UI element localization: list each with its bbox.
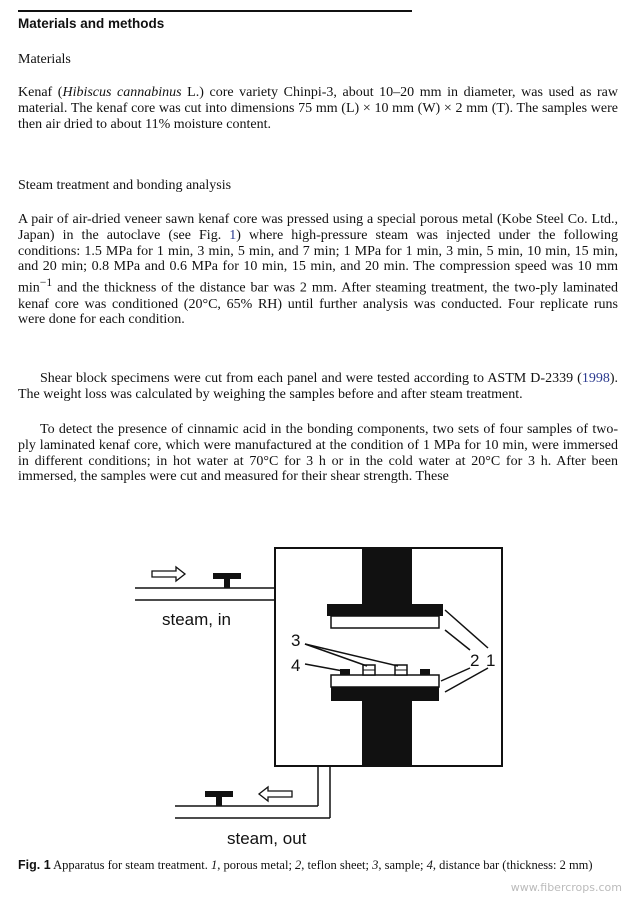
text-span: , porous metal; bbox=[217, 858, 296, 872]
apparatus-figure bbox=[0, 540, 640, 860]
callout-4: 4 bbox=[291, 656, 301, 675]
text-span: , teflon sheet; bbox=[301, 858, 373, 872]
text-span: Shear block specimens were cut from each panel and were tested according to ASTM D-2339 ( bbox=[40, 371, 582, 386]
arrow-right-icon bbox=[152, 567, 185, 581]
species-name: Hibiscus cannabinus bbox=[62, 85, 182, 100]
citation-link[interactable]: 1998 bbox=[581, 371, 610, 386]
watermark: www.fibercrops.com bbox=[510, 881, 622, 894]
materials-paragraph bbox=[18, 85, 618, 132]
caption-number: 4 bbox=[426, 858, 433, 872]
steam-paragraph-3 bbox=[18, 422, 618, 485]
text-span: ). The weight loss was calculated by weighing the samples before and after steam treatment. bbox=[18, 371, 618, 402]
steam-in-label: steam, in bbox=[162, 610, 231, 629]
superscript: −1 bbox=[39, 276, 53, 290]
steam-paragraph-1 bbox=[18, 212, 618, 328]
text-span: To detect the presence of cinnamic acid in the bonding components, two sets of four samples of two-ply laminated kenaf core, which were manufactured at the condition of 1 MPa for 10 min, were immersed in different conditions; in hot water at 70°C for 3 h or in the cold water at 20°C for 3 h. After been immersed, the samples were cut and measured for their shear strength. These bbox=[18, 422, 618, 485]
text-span: L.) core variety Chinpi-3, about 10–20 mm in diameter, was used as raw material. The kenaf core was cut into dimensions 75 mm (L) × 10 mm (W) × 2 mm (T). The samples were then air dried to about 11% moisture content. bbox=[18, 85, 618, 132]
steam-heading: Steam treatment and bonding analysis bbox=[18, 178, 232, 193]
arrow-left-icon bbox=[259, 787, 292, 801]
materials-heading: Materials bbox=[18, 52, 71, 67]
text-span: Kenaf ( bbox=[18, 85, 63, 100]
press-column bbox=[327, 548, 443, 766]
caption-number: 2 bbox=[295, 858, 302, 872]
figure-caption bbox=[18, 858, 618, 872]
callout-2: 2 bbox=[470, 651, 480, 670]
caption-label: Fig. 1 bbox=[18, 858, 51, 872]
text-span: ) where high-pressure steam was injected under the following conditions: 1.5 MPa for 1 min, 3 min, 5 min, and 7 min; 1 MPa for 1 min, 3 min, 5 min, 10 min, 15 min, and 20 min; 0.8 MPa and 0.6 MPa for 10 min, 15 min, and 20 min. The compression speed was 10 mm min bbox=[18, 227, 618, 296]
figure-reference-link[interactable]: 1 bbox=[229, 227, 237, 243]
samples-and-bars bbox=[340, 665, 430, 675]
text-span: Apparatus for steam treatment. bbox=[50, 858, 212, 872]
callout-3: 3 bbox=[291, 631, 301, 650]
text-span: , distance bar (thickness: 2 mm) bbox=[432, 858, 593, 872]
callout-1: 1 bbox=[486, 651, 496, 670]
steam-out-label: steam, out bbox=[227, 829, 307, 848]
text-span: and the thickness of the distance bar was 2 mm. After steaming treatment, the two-ply laminated kenaf core was conditioned (20°C, 65% RH) until further analysis was conducted. Four replicate runs were done for each condition. bbox=[18, 280, 618, 328]
caption-number: 1 bbox=[211, 858, 218, 872]
section-title: Materials and methods bbox=[18, 16, 165, 31]
steam-out-pipe bbox=[175, 766, 330, 818]
steam-paragraph-2 bbox=[18, 371, 618, 403]
top-rule bbox=[18, 10, 412, 12]
caption-number: 3 bbox=[372, 858, 379, 872]
text-span: , sample; bbox=[378, 858, 427, 872]
text-span: A pair of air-dried veneer sawn kenaf core was pressed using a special porous metal (Kobe Steel Co. Ltd., Japan) in the autoclave (see Fig. bbox=[18, 212, 618, 243]
